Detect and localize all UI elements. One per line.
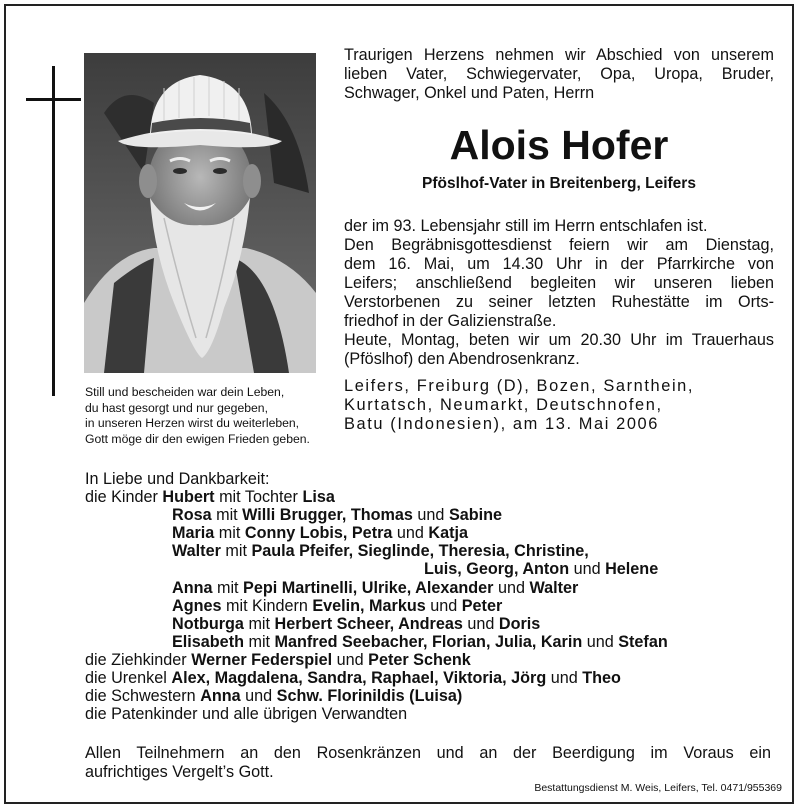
- child-family-last: Sabine: [448, 506, 503, 525]
- child-family-last: Walter: [529, 578, 579, 597]
- schwester-name: Anna: [200, 687, 241, 706]
- intro-text: [344, 46, 774, 103]
- child-row-continued: [85, 560, 785, 578]
- mourners-heading: In Liebe und Dankbarkeit:: [85, 470, 270, 488]
- conjunction: und: [497, 578, 525, 597]
- details-line: (Pföslhof) den Abendrosenkranz.: [344, 350, 580, 368]
- conjunction: und: [430, 596, 458, 615]
- child-family-last: Katja: [428, 524, 468, 543]
- intro-line: Schwager, Onkel und Paten, Herrn: [344, 84, 595, 102]
- child-name: Notburga: [172, 614, 244, 633]
- child-family: Evelin, Markus: [312, 596, 426, 615]
- details-line: friedhof in der Galizienstraße.: [344, 312, 557, 330]
- child-name: Rosa: [172, 506, 212, 525]
- child-mid: mit: [218, 524, 241, 543]
- child-row: [85, 633, 785, 651]
- child-name: Elisabeth: [172, 632, 244, 651]
- ziehkinder-name: Peter Schenk: [368, 650, 471, 669]
- schwester-name: Schw. Florinildis (Luisa): [276, 687, 463, 706]
- child-row: [85, 579, 785, 597]
- conjunction: und: [336, 650, 364, 669]
- ziehkinder-name: Werner Federspiel: [191, 650, 333, 669]
- poem-line: du hast gesorgt und nur gegeben,: [85, 400, 268, 415]
- places-and-date: [344, 377, 774, 434]
- schwestern-row: [85, 687, 785, 705]
- child-family: Herbert Scheer, Andreas: [274, 614, 463, 633]
- child-family: Lisa: [302, 488, 335, 507]
- memorial-poem: [85, 385, 325, 448]
- details-line: dem 16. Mai, um 14.30 Uhr in der Pfarrkirche von: [344, 255, 774, 273]
- child-row: [85, 506, 785, 524]
- child-name: Hubert: [162, 488, 215, 507]
- details-line: Verstorbenen zu seiner letzten Ruhestätte im Orts-: [344, 293, 774, 311]
- intro-line: Traurigen Herzens nehmen wir Abschied von unserem: [344, 46, 774, 64]
- places-line: Leifers, Freiburg (D), Bozen, Sarnthein,: [344, 377, 695, 395]
- child-mid: mit: [216, 506, 238, 525]
- funeral-details: [344, 217, 774, 369]
- funeral-service-credit: Bestattungsdienst M. Weis, Leifers, Tel. 0471/955369: [534, 782, 782, 794]
- details-line: Den Begräbnisgottesdienst feiern wir am Dienstag,: [344, 236, 774, 254]
- intro-line: lieben Vater, Schwiegervater, Opa, Uropa, Bruder,: [344, 65, 774, 83]
- mourners-list: [85, 470, 785, 723]
- child-name: Maria: [172, 524, 215, 543]
- conjunction: und: [396, 524, 424, 543]
- deceased-name: Alois Hofer: [449, 122, 669, 168]
- closing-line: aufrichtiges Vergelt’s Gott.: [85, 763, 274, 781]
- closing-thanks: [85, 744, 771, 782]
- ziehkinder-prefix: die Ziehkinder: [85, 650, 187, 669]
- conjunction: und: [245, 687, 273, 706]
- child-family: Conny Lobis, Petra: [244, 524, 393, 543]
- child-row: [85, 488, 785, 506]
- conjunction: und: [586, 632, 614, 651]
- poem-line: Gott möge dir den ewigen Frieden geben.: [85, 432, 310, 447]
- child-name: Anna: [172, 578, 213, 597]
- urenkel-row: [85, 669, 785, 687]
- poem-line: in unseren Herzen wirst du weiterleben,: [85, 416, 300, 431]
- details-line: der im 93. Lebensjahr still im Herrn entschlafen ist.: [344, 217, 708, 235]
- child-family: Manfred Seebacher, Florian, Julia, Karin: [274, 632, 583, 651]
- child-row: [85, 615, 785, 633]
- child-mid: mit: [216, 578, 239, 597]
- places-line: Kurtatsch, Neumarkt, Deutschnofen,: [344, 396, 663, 414]
- child-family: Luis, Georg, Anton: [424, 560, 570, 579]
- child-family: Paula Pfeifer, Sieglinde, Theresia, Christine,: [251, 542, 589, 561]
- child-mid: mit: [248, 632, 271, 651]
- child-mid: mit Tochter: [219, 488, 298, 507]
- child-name: Walter: [172, 542, 221, 561]
- places-line: Batu (Indonesien), am 13. Mai 2006: [344, 415, 659, 433]
- conjunction: und: [573, 560, 601, 579]
- child-row: [85, 542, 785, 560]
- conjunction: und: [417, 506, 445, 525]
- portrait-photo: [84, 53, 316, 373]
- child-name: Agnes: [172, 596, 222, 615]
- poem-line: Still und bescheiden war dein Leben,: [85, 385, 285, 399]
- child-mid: mit: [248, 614, 271, 633]
- patenkinder-row: die Patenkinder und alle übrigen Verwandten: [85, 705, 408, 724]
- urenkel-name: Theo: [582, 669, 621, 688]
- details-line: Leifers; anschließend begleiten wir unseren lieben: [344, 274, 774, 292]
- schwestern-prefix: die Schwestern: [85, 687, 196, 706]
- child-family: Willi Brugger, Thomas: [242, 506, 413, 525]
- urenkel-names: Alex, Magdalena, Sandra, Raphael, Viktoria, Jörg: [171, 669, 547, 688]
- child-mid: mit Kindern: [225, 596, 308, 615]
- child-family-last: Peter: [461, 596, 503, 615]
- ziehkinder-row: [85, 651, 785, 669]
- deceased-subtitle: Pföslhof-Vater in Breitenberg, Leifers: [422, 175, 696, 192]
- conjunction: und: [467, 614, 495, 633]
- child-family-last: Helene: [605, 560, 659, 579]
- child-family-last: Stefan: [618, 632, 668, 651]
- urenkel-prefix: die Urenkel: [85, 669, 167, 688]
- child-mid: mit: [225, 542, 247, 561]
- child-row: [85, 597, 785, 615]
- kinder-prefix: die Kinder: [85, 488, 158, 507]
- details-line: Heute, Montag, beten wir um 20.30 Uhr im Trauerhaus: [344, 331, 774, 349]
- child-family-last: Doris: [498, 614, 541, 633]
- conjunction: und: [550, 669, 578, 688]
- child-family: Pepi Martinelli, Ulrike, Alexander: [243, 578, 494, 597]
- child-row: [85, 524, 785, 542]
- closing-line: Allen Teilnehmern an den Rosenkränzen und an der Beerdigung im Voraus ein: [85, 744, 771, 762]
